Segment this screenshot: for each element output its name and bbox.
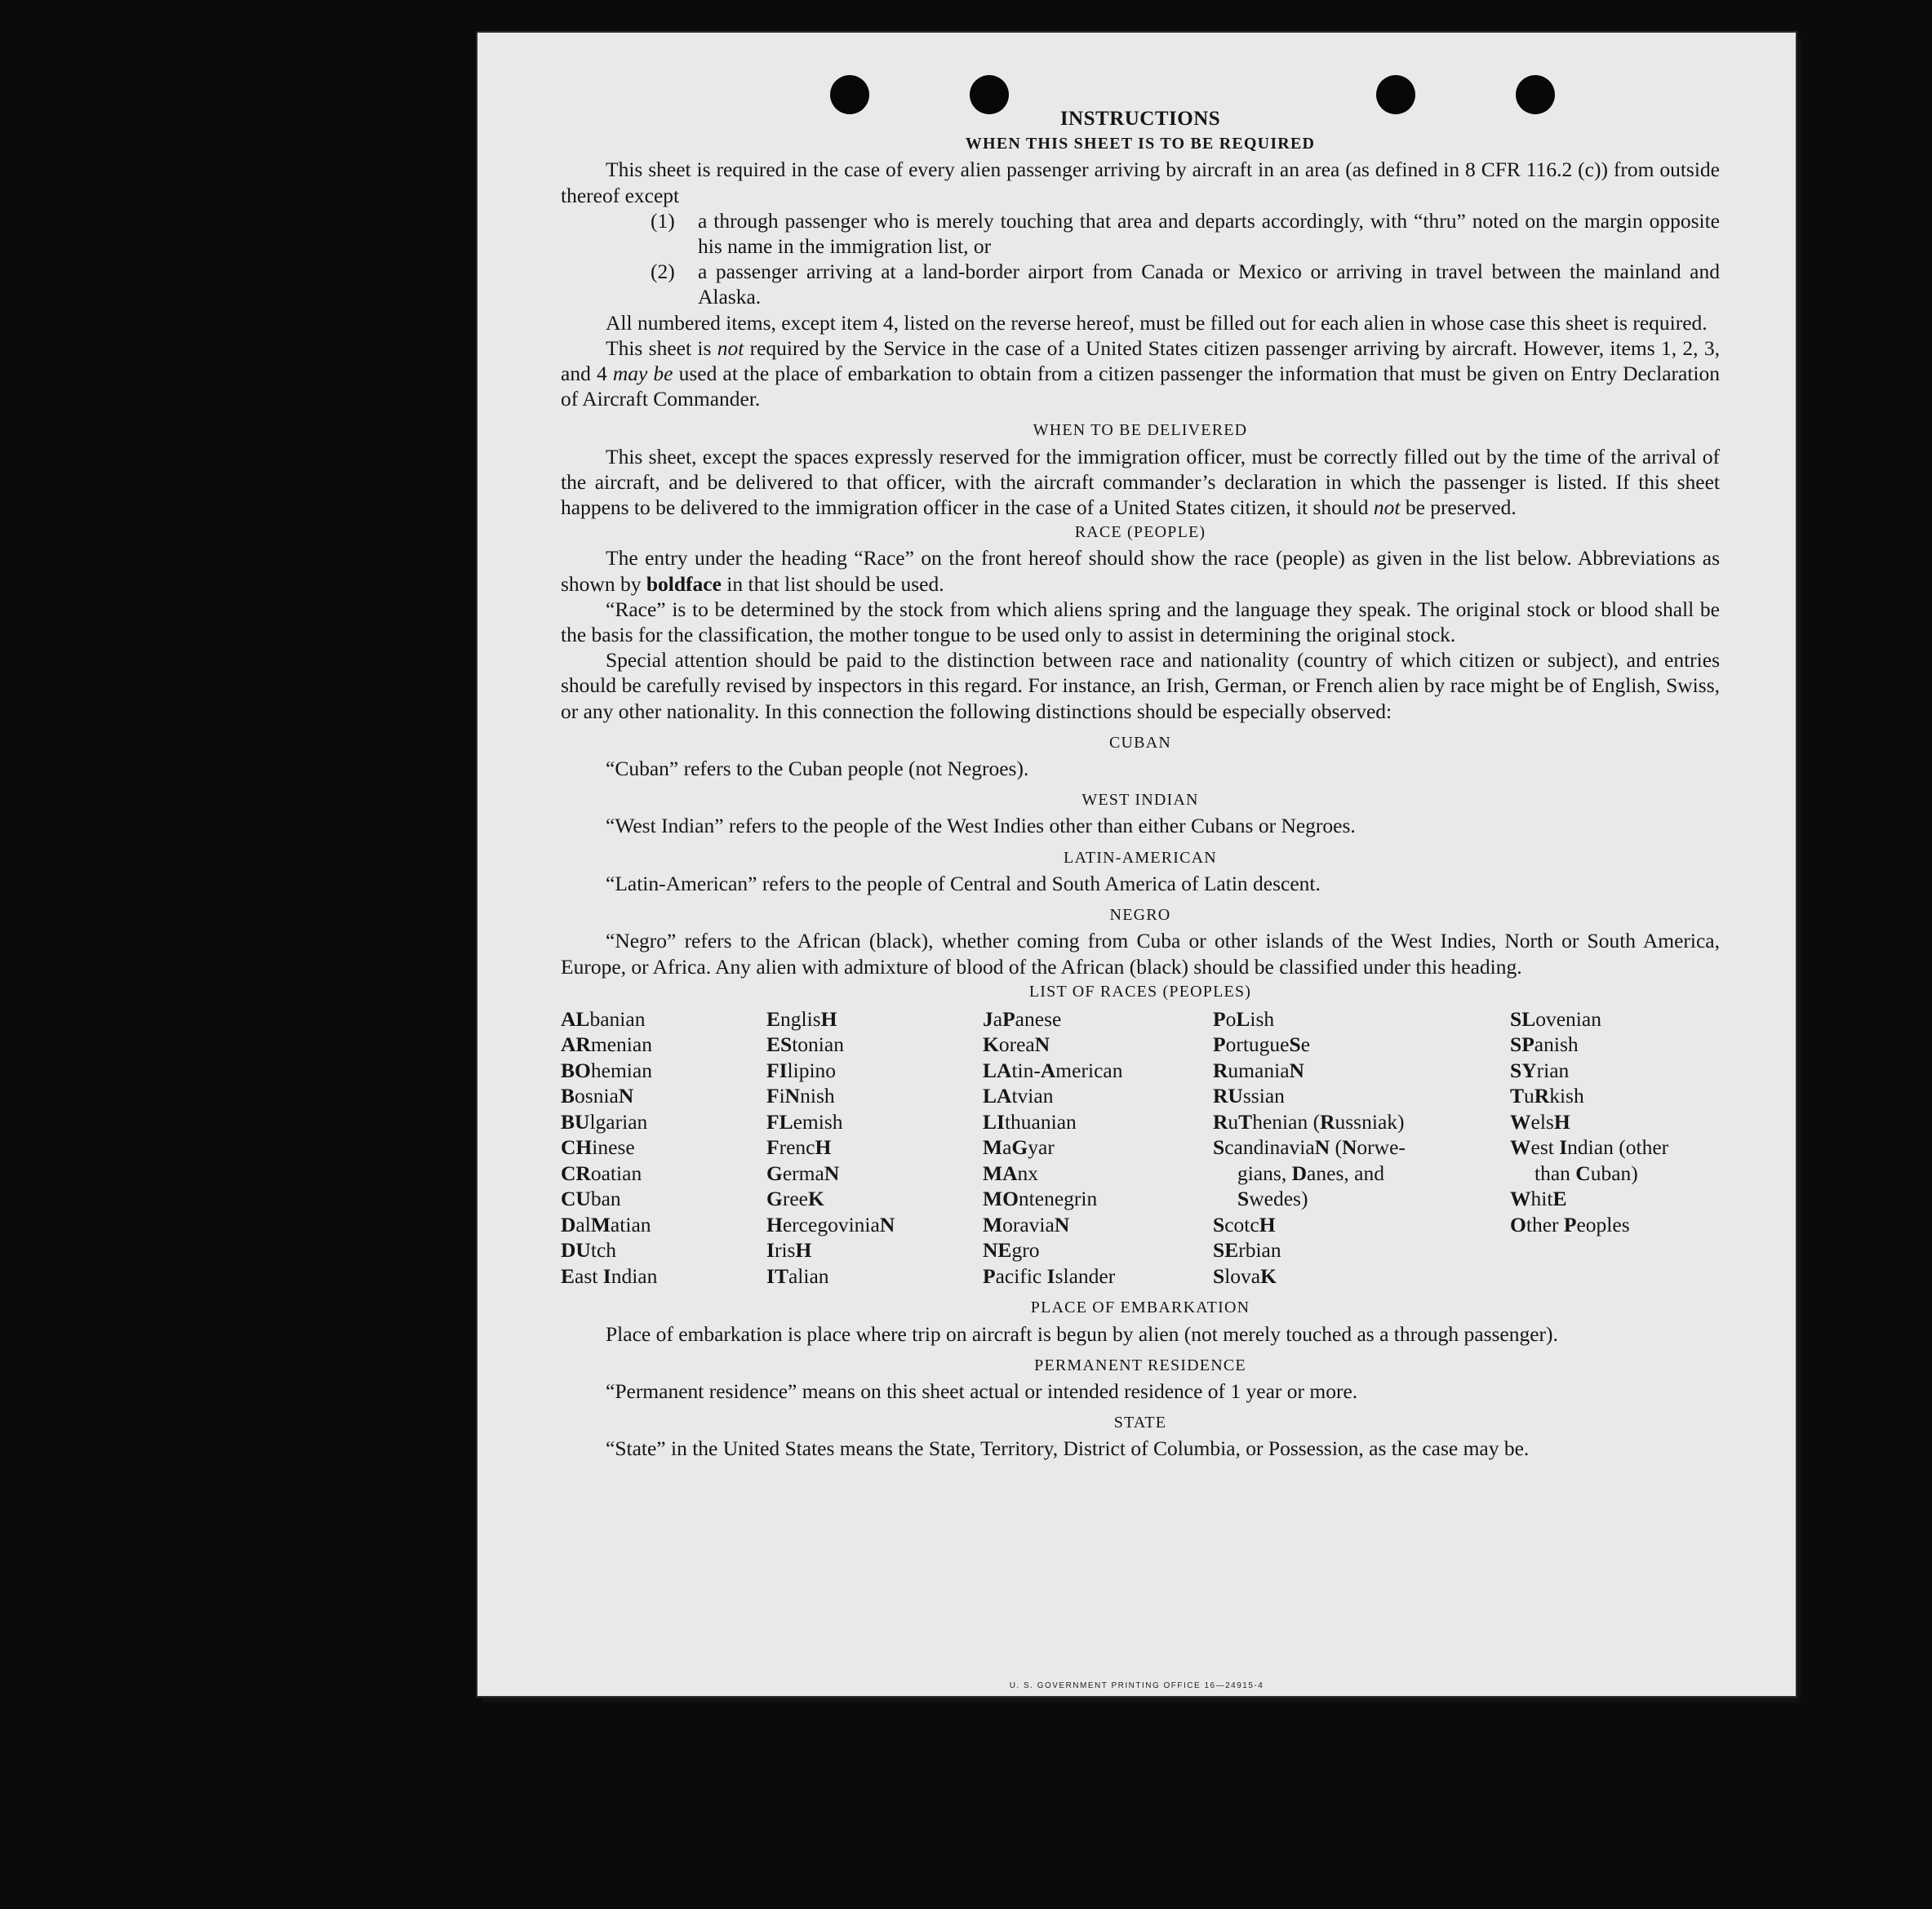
text-run: This sheet is xyxy=(606,335,717,360)
race-entry: NEgro xyxy=(983,1238,1040,1263)
section-heading: RACE (PEOPLE) xyxy=(1074,523,1206,542)
text-run: be preserved. xyxy=(1400,495,1517,520)
race-entry: Other Peoples xyxy=(1510,1212,1630,1236)
race-entry: RumaniaN xyxy=(1213,1058,1304,1082)
race-entry: PoLish xyxy=(1213,1006,1275,1031)
race-entry: BosniaN xyxy=(561,1084,634,1108)
race-entry: MAnx xyxy=(983,1161,1038,1185)
race-entry: ITalian xyxy=(766,1263,829,1288)
paragraph: Special attention should be paid to the distinction between race and nationality (country of which citizen or subject), and entries should be carefully revised by inspectors in this regard. For instance, an Irish, German, or French alien by race might be of English, Swiss, or any other nationality. In this connection the following distinctions should be especially observed: xyxy=(561,648,1720,723)
paragraph: “Race” is to be determined by the stock from which aliens spring and the language they speak. The original stock or blood shall be the basis for the classification, the mother tongue to be used only to assist in determining the original stock. xyxy=(561,597,1720,647)
race-entry: RuThenian (Russniak) xyxy=(1213,1109,1405,1134)
race-column xyxy=(1510,1006,1720,1290)
race-entry: GreeK xyxy=(766,1187,824,1211)
race-entry: SLovenian xyxy=(1510,1006,1601,1031)
race-entry: WelsH xyxy=(1510,1109,1570,1134)
race-entry: DUtch xyxy=(561,1238,617,1263)
race-entry: Pacific Islander xyxy=(983,1263,1116,1288)
race-entry: BOhemian xyxy=(561,1058,652,1082)
race-entry: MoraviaN xyxy=(983,1212,1070,1236)
section-heading: NEGRO xyxy=(1109,906,1171,925)
paragraph xyxy=(561,545,1720,596)
race-entry: DalMatian xyxy=(561,1212,651,1236)
race-entry: East Indian xyxy=(561,1263,658,1288)
section-heading: CUBAN xyxy=(1108,733,1171,752)
race-entry: FLemish xyxy=(766,1109,843,1134)
paragraph xyxy=(561,335,1720,412)
race-column xyxy=(561,1006,766,1290)
race-column xyxy=(766,1006,983,1290)
race-entry: HercegoviniaN xyxy=(766,1212,895,1236)
paragraph: “State” in the United States means the State, Territory, District of Columbia, or Possession, as the case may be. xyxy=(606,1436,1530,1461)
race-entry: gians, Danes, and xyxy=(1237,1161,1384,1185)
race-entry: ScotcH xyxy=(1213,1212,1276,1236)
race-entry: LIthuanian xyxy=(983,1109,1077,1134)
race-entry: MOntenegrin xyxy=(983,1187,1098,1211)
section-heading: PERMANENT RESIDENCE xyxy=(1034,1356,1246,1374)
instructions-content xyxy=(561,106,1720,1462)
text-run: not xyxy=(717,335,744,360)
race-entry: CHinese xyxy=(561,1135,635,1160)
text-run: required by the Service in the case of a United States citizen passenger arriving by aircraft. However, items 1, 2, 3, and 4 xyxy=(561,335,1720,386)
race-entry: SPanish xyxy=(1510,1032,1579,1057)
section-heading: WHEN TO BE DELIVERED xyxy=(1033,421,1248,440)
race-entry: FrencH xyxy=(766,1135,832,1160)
text-run: boldface xyxy=(646,571,722,596)
text-run: may be xyxy=(612,362,673,386)
race-entry: SErbian xyxy=(1213,1238,1281,1263)
race-entry: GermaN xyxy=(766,1161,840,1185)
text-run: not xyxy=(1373,495,1401,520)
race-entry: West Indian (other xyxy=(1510,1135,1669,1160)
race-entry: KoreaN xyxy=(983,1032,1050,1057)
paragraph: “Latin-American” refers to the people of Central and South America of Latin descent. xyxy=(606,871,1321,895)
race-list xyxy=(561,1006,1720,1290)
race-entry: Swedes) xyxy=(1237,1187,1308,1211)
item-text: a through passenger who is merely touching that area and departs accordingly, with “thru” noted on the margin opposite his name in the immigration list, or xyxy=(698,208,1720,259)
paragraph: “Negro” refers to the African (black), whether coming from Cuba or other islands of the West Indies, North or South America, Europe, or Africa. Any alien with admixture of blood of the African (black) should be classified under this heading. xyxy=(561,929,1720,979)
paragraph: “Cuban” refers to the Cuban people (not Negroes). xyxy=(606,757,1029,781)
race-entry: JaPanese xyxy=(983,1006,1062,1031)
race-column xyxy=(983,1006,1213,1290)
paragraph: Place of embarkation is place where trip on aircraft is begun by alien (not merely touched as a through passenger). xyxy=(606,1321,1558,1346)
race-entry: TuRkish xyxy=(1510,1084,1584,1108)
item-number: (1) xyxy=(651,208,675,233)
race-entry: CRoatian xyxy=(561,1161,642,1185)
paragraph: “West Indian” refers to the people of the West Indies other than either Cubans or Negroes. xyxy=(606,814,1356,838)
text-run: This sheet, except the spaces expressly reserved for the immigration officer, must be correctly filled out by the time of the arrival of the aircraft, and be delivered to that officer, with the aircraft commander’s declaration in which the passenger is listed. If this sheet happens to be delivered to the immigration officer in the case of a United States citizen, it should xyxy=(561,444,1720,520)
race-entry: EStonian xyxy=(766,1032,844,1057)
document-page xyxy=(477,33,1796,1696)
section-heading: LATIN-AMERICAN xyxy=(1064,848,1217,867)
paragraph: “Permanent residence” means on this sheet actual or intended residence of 1 year or more. xyxy=(606,1379,1358,1404)
page-title: INSTRUCTIONS xyxy=(1059,108,1221,130)
race-entry: IrisH xyxy=(766,1238,812,1263)
race-entry: WhitE xyxy=(1510,1187,1567,1211)
race-entry: FiNnish xyxy=(766,1084,835,1108)
race-entry: MaGyar xyxy=(983,1135,1055,1160)
section-heading: WHEN THIS SHEET IS TO BE REQUIRED xyxy=(965,135,1316,153)
race-entry: CUban xyxy=(561,1187,621,1211)
race-entry: PortugueSe xyxy=(1213,1032,1311,1057)
list-item xyxy=(561,259,1720,309)
text-run: used at the place of embarkation to obtain from a citizen passenger the information that must be given on Entry Declaration of Aircraft Commander. xyxy=(561,362,1721,411)
paragraph: This sheet is required in the case of every alien passenger arriving by aircraft in an area (as defined in 8 CFR 116.2 (c)) from outside thereof except xyxy=(561,158,1720,207)
text-run: The entry under the heading “Race” on the front hereof should show the race (people) as given in the list below. Abbreviations as shown by xyxy=(561,546,1720,596)
item-text: a passenger arriving at a land-border airport from Canada or Mexico or arriving in travel between the mainland and Alaska. xyxy=(698,260,1720,309)
race-entry: SlovaK xyxy=(1213,1263,1277,1288)
race-entry: BUlgarian xyxy=(561,1109,648,1134)
race-entry: RUssian xyxy=(1213,1084,1285,1108)
race-entry: ScandinaviaN (Norwe- xyxy=(1213,1135,1406,1160)
race-entry: ARmenian xyxy=(561,1032,652,1057)
race-entry: LAtvian xyxy=(983,1084,1054,1108)
printer-imprint: U. S. GOVERNMENT PRINTING OFFICE 16—24915-4 xyxy=(1009,1681,1264,1690)
text-run: in that list should be used. xyxy=(721,571,944,596)
race-column xyxy=(1213,1006,1510,1290)
race-entry: FIlipino xyxy=(766,1058,837,1082)
race-entry: EnglisH xyxy=(766,1006,837,1031)
item-number: (2) xyxy=(651,260,675,284)
section-heading: PLACE OF EMBARKATION xyxy=(1030,1299,1250,1317)
list-item xyxy=(561,208,1720,259)
section-heading: LIST OF RACES (PEOPLES) xyxy=(1028,982,1252,1001)
race-entry: ALbanian xyxy=(561,1006,646,1031)
race-entry: LAtin-American xyxy=(983,1058,1123,1082)
race-entry: than Cuban) xyxy=(1534,1161,1638,1185)
section-heading: STATE xyxy=(1113,1414,1167,1432)
section-heading: WEST INDIAN xyxy=(1081,791,1199,810)
race-entry: SYrian xyxy=(1510,1058,1570,1082)
paragraph: All numbered items, except item 4, listed on the reverse hereof, must be filled out for each alien in whose case this sheet is required. xyxy=(606,310,1708,335)
paragraph xyxy=(561,444,1720,521)
